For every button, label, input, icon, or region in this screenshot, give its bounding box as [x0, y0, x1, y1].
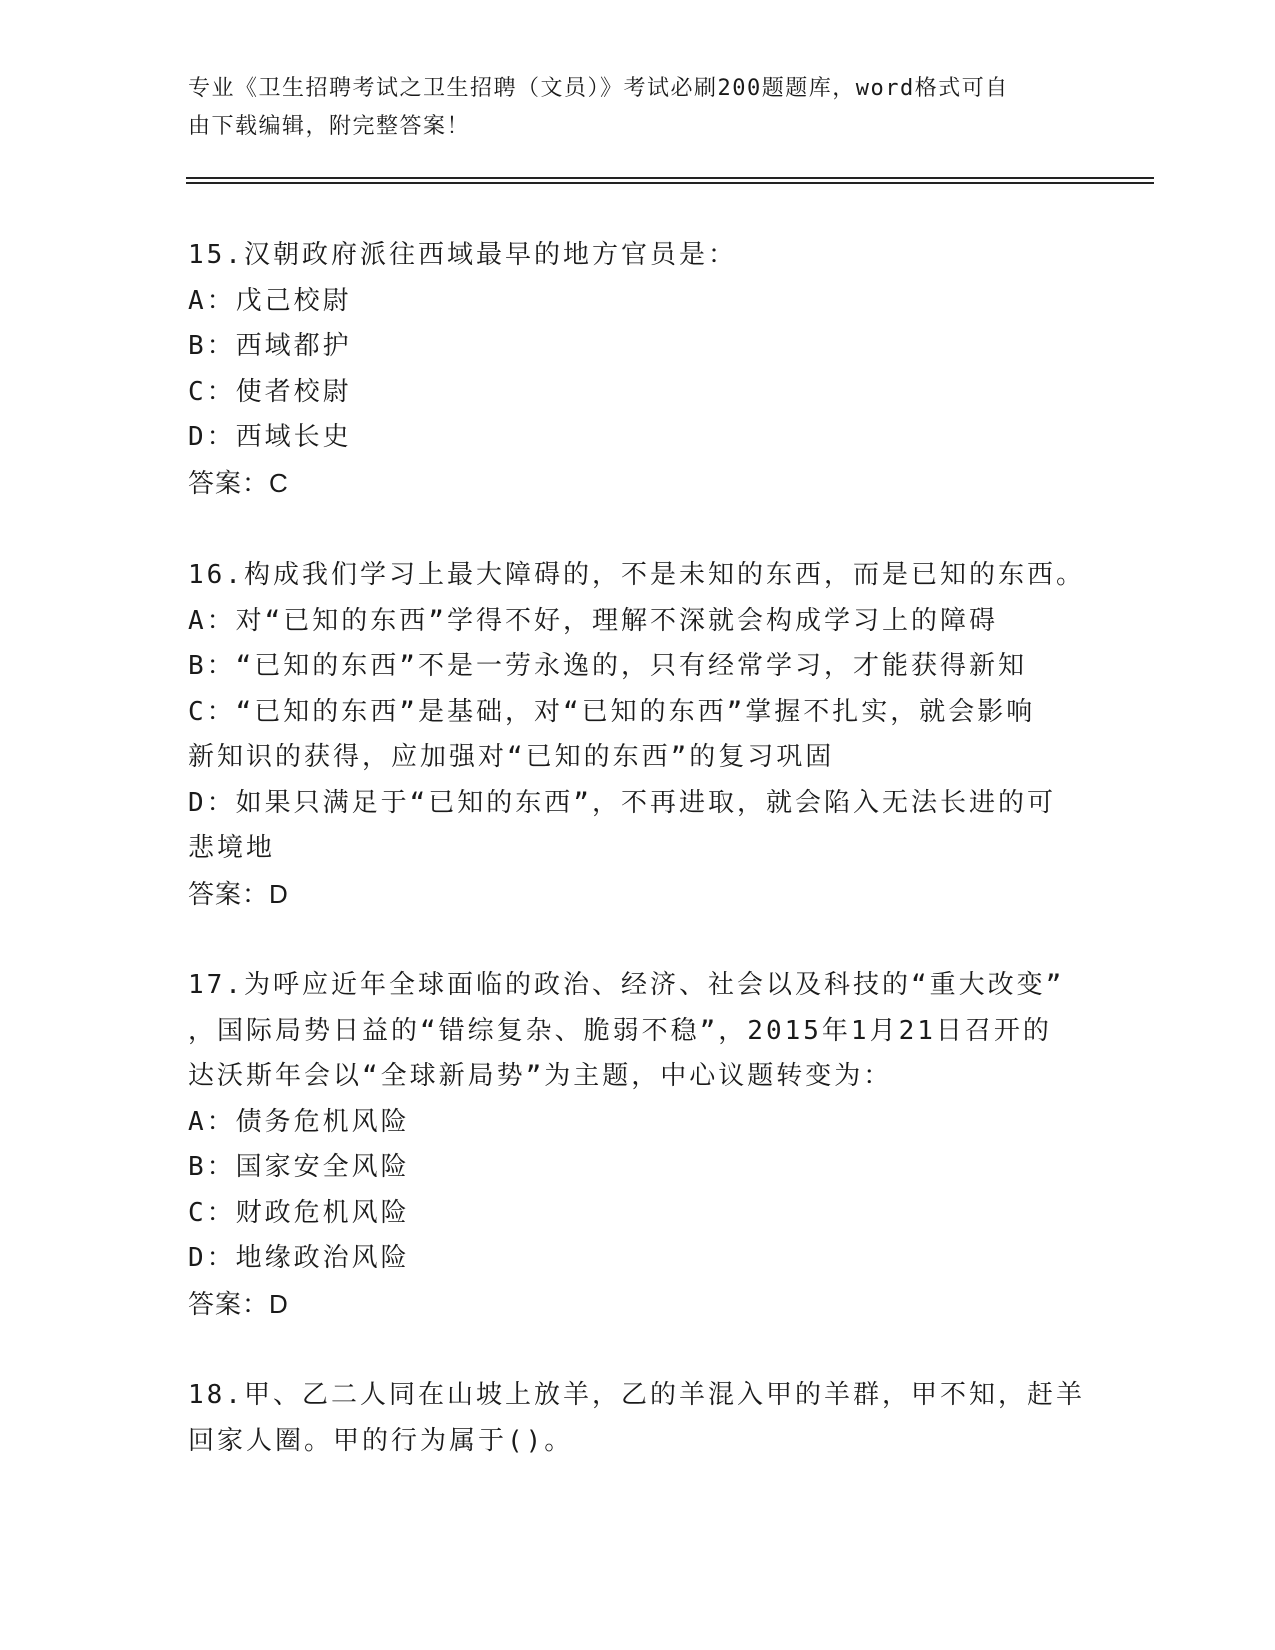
question-stem: 17.为呼应近年全球面临的政治、经济、社会以及科技的“重大改变” — [188, 970, 1065, 1000]
answer-line: 答案：D — [188, 878, 289, 909]
option-d: D：地缘政治风险 — [188, 1243, 410, 1273]
question-17 — [188, 963, 1088, 1327]
answer-line: 答案：D — [188, 1288, 289, 1319]
option-d: D：如果只满足于“已知的东西”，不再进取，就会陷入无法长进的可 — [188, 787, 1056, 818]
option-b: B：“已知的东西”不是一劳永逸的，只有经常学习，才能获得新知 — [188, 651, 1027, 681]
question-stem-continued: 回家人圈。甲的行为属于()。 — [188, 1425, 574, 1456]
option-c-continued: 新知识的获得，应加强对“已知的东西”的复习巩固 — [188, 742, 835, 772]
question-stem: 16.构成我们学习上最大障碍的，不是未知的东西，而是已知的东西。 — [188, 560, 1085, 590]
option-a: A：对“已知的东西”学得不好，理解不深就会构成学习上的障碍 — [188, 605, 998, 636]
option-a: A：债务危机风险 — [188, 1106, 410, 1137]
question-stem-continued: 达沃斯年会以“全球新局势”为主题，中心议题转变为： — [188, 1061, 893, 1091]
option-c: C：财政危机风险 — [188, 1197, 410, 1228]
header-divider-bottom — [186, 182, 1154, 184]
document-header — [188, 70, 1068, 146]
header-divider-top — [186, 177, 1154, 179]
question-18 — [188, 1373, 1088, 1464]
question-stem-continued: ，国际局势日益的“错综复杂、脆弱不稳”，2015年1月21日召开的 — [188, 1015, 1052, 1046]
option-d-continued: 悲境地 — [188, 833, 276, 863]
option-d: D：西域长史 — [188, 422, 352, 452]
question-15 — [188, 233, 1088, 506]
header-line-1: 专业《卫生招聘考试之卫生招聘（文员）》考试必刷200题题库，word格式可自 — [188, 76, 1009, 101]
question-stem: 18.甲、乙二人同在山坡上放羊，乙的羊混入甲的羊群，甲不知，赶羊 — [188, 1380, 1085, 1410]
option-c: C：“已知的东西”是基础，对“已知的东西”掌握不扎实，就会影响 — [188, 696, 1036, 727]
option-a: A：戊己校尉 — [188, 285, 352, 316]
answer-line: 答案：C — [188, 467, 289, 498]
header-line-2: 由下载编辑，附完整答案！ — [188, 114, 471, 139]
option-c: C：使者校尉 — [188, 376, 352, 407]
option-b: B：西域都护 — [188, 331, 352, 361]
question-stem: 15.汉朝政府派往西域最早的地方官员是： — [188, 240, 737, 270]
question-16 — [188, 553, 1088, 917]
option-b: B：国家安全风险 — [188, 1152, 410, 1182]
